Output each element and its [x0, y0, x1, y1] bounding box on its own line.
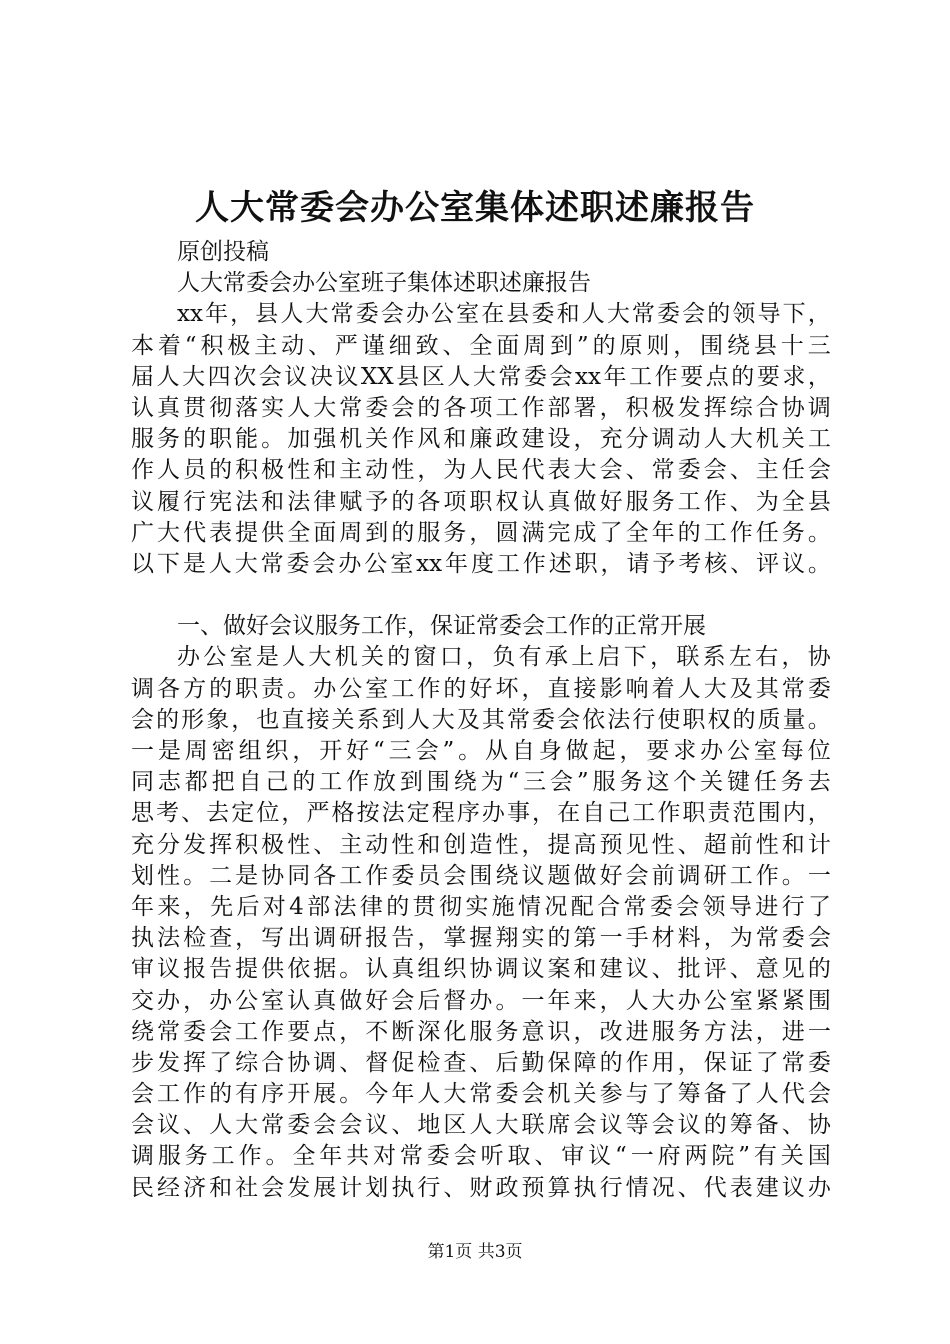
- text-line: 认 真 贯 彻 落 实 人 大 常 委 会 的 各 项 工 作 部 署 ， 积 极 发 挥 综 合 协 调: [131, 394, 831, 421]
- text-line: 步 发 挥 了 综 合 协 调 、 督 促 检 查 、 后 勤 保 障 的 作 用 ， 保 证 了 常 委: [131, 1049, 831, 1076]
- text-line: 年 来 ， 先 后 对 4 部 法 律 的 贯 彻 实 施 情 况 配 合 常 委 会 领 导 进 行 了: [131, 893, 831, 920]
- text-line: 一 是 周 密 组 织 ， 开 好 “ 三 会 ” 。 从 自 身 做 起 ， 要 求 办 公 室 每 位: [131, 738, 831, 764]
- document-title: 人大常委会办公室集体述职述廉报告: [195, 188, 755, 228]
- page-footer: 第1页 共3页: [427, 1242, 523, 1262]
- text-line: 充 分 发 挥 积 极 性 、 主 动 性 和 创 造 性 ， 提 高 预 见 性 、 超 前 性 和 计: [131, 831, 831, 858]
- text-line: 调 各 方 的 职 责 。 办 公 室 工 作 的 好 坏 ， 直 接 影 响 着 人 大 及 其 常 委: [131, 675, 831, 702]
- text-line: 思 考 、 去 定 位 ， 严 格 按 法 定 程 序 办 事 ， 在 自 己 工 作 职 责 范 围 内 ，: [131, 800, 831, 827]
- document-body: [131, 237, 831, 1204]
- text-line: 办 公 室 是 人 大 机 关 的 窗 口 ， 负 有 承 上 启 下 ， 联 系 左 右 ， 协: [177, 644, 831, 671]
- text-line: xx 年 ， 县 人 大 常 委 会 办 公 室 在 县 委 和 人 大 常 委 会 的 领 导 下 ，: [177, 301, 831, 328]
- section-heading: 一、做好会议服务工作，保证常委会工作的正常开展: [177, 613, 706, 640]
- blank-line: [131, 580, 831, 611]
- text-line: 交 办 ， 办 公 室 认 真 做 好 会 后 督 办 。 一 年 来 ， 人 大 办 公 室 紧 紧 围: [131, 987, 831, 1014]
- text-line: 作 人 员 的 积 极 性 和 主 动 性 ， 为 人 民 代 表 大 会 、 常 委 会 、 主 任 会: [131, 457, 831, 484]
- text-line: 以 下 是 人 大 常 委 会 办 公 室 xx 年 度 工 作 述 职 ， 请 予 考 核 、 评 议 。: [131, 550, 831, 577]
- text-line: 会 的 形 象 ， 也 直 接 关 系 到 人 大 及 其 常 委 会 依 法 行 使 职 权 的 质 量 。: [131, 706, 831, 733]
- text-line: 议 履 行 宪 法 和 法 律 赋 予 的 各 项 职 权 认 真 做 好 服 务 工 作 、 为 全 县: [131, 488, 831, 515]
- text-line: 会 工 作 的 有 序 开 展 。 今 年 人 大 常 委 会 机 关 参 与 了 筹 备 了 人 代 会: [131, 1081, 831, 1108]
- text-line: 审 议 报 告 提 供 依 据 。 认 真 组 织 协 调 议 案 和 建 议 、 批 评 、 意 见 的: [131, 956, 831, 983]
- text-line: 同 志 都 把 自 己 的 工 作 放 到 围 绕 为 “ 三 会 ” 服 务 这 个 关 键 任 务 去: [131, 769, 831, 796]
- text-line: 人大常委会办公室班子集体述职述廉报告: [177, 270, 591, 297]
- text-line: 会 议 、 人 大 常 委 会 会 议 、 地 区 人 大 联 席 会 议 等 会 议 的 筹 备 、 协: [131, 1112, 831, 1139]
- text-line: 调 服 务 工 作 。 全 年 共 对 常 委 会 听 取 、 审 议 “ 一 府 两 院 ” 有 关 国: [131, 1143, 831, 1170]
- text-line: 服 务 的 职 能 。 加 强 机 关 作 风 和 廉 政 建 设 ， 充 分 调 动 人 大 机 关 工: [131, 426, 831, 453]
- text-line: 执 法 检 查 ， 写 出 调 研 报 告 ， 掌 握 翔 实 的 第 一 手 材 料 ， 为 常 委 会: [131, 925, 831, 952]
- text-line: 原创投稿: [177, 239, 269, 265]
- text-line: 民 经 济 和 社 会 发 展 计 划 执 行 、 财 政 预 算 执 行 情 况 、 代 表 建 议 办: [131, 1174, 831, 1201]
- text-line: 届 人 大 四 次 会 议 决 议 XX 县 区 人 大 常 委 会 xx 年 工 作 要 点 的 要 求 ，: [131, 363, 831, 390]
- text-line: 划 性 。 二 是 协 同 各 工 作 委 员 会 围 绕 议 题 做 好 会 前 调 研 工 作 。 一: [131, 862, 831, 889]
- text-line: 绕 常 委 会 工 作 要 点 ， 不 断 深 化 服 务 意 识 ， 改 进 服 务 方 法 ， 进 一: [131, 1018, 831, 1045]
- text-line: 广 大 代 表 提 供 全 面 周 到 的 服 务 ， 圆 满 完 成 了 全 年 的 工 作 任 务 。: [131, 519, 831, 546]
- text-line: 本 着 “ 积 极 主 动 、 严 谨 细 致 、 全 面 周 到 ” 的 原 则 ， 围 绕 县 十 三: [131, 332, 831, 359]
